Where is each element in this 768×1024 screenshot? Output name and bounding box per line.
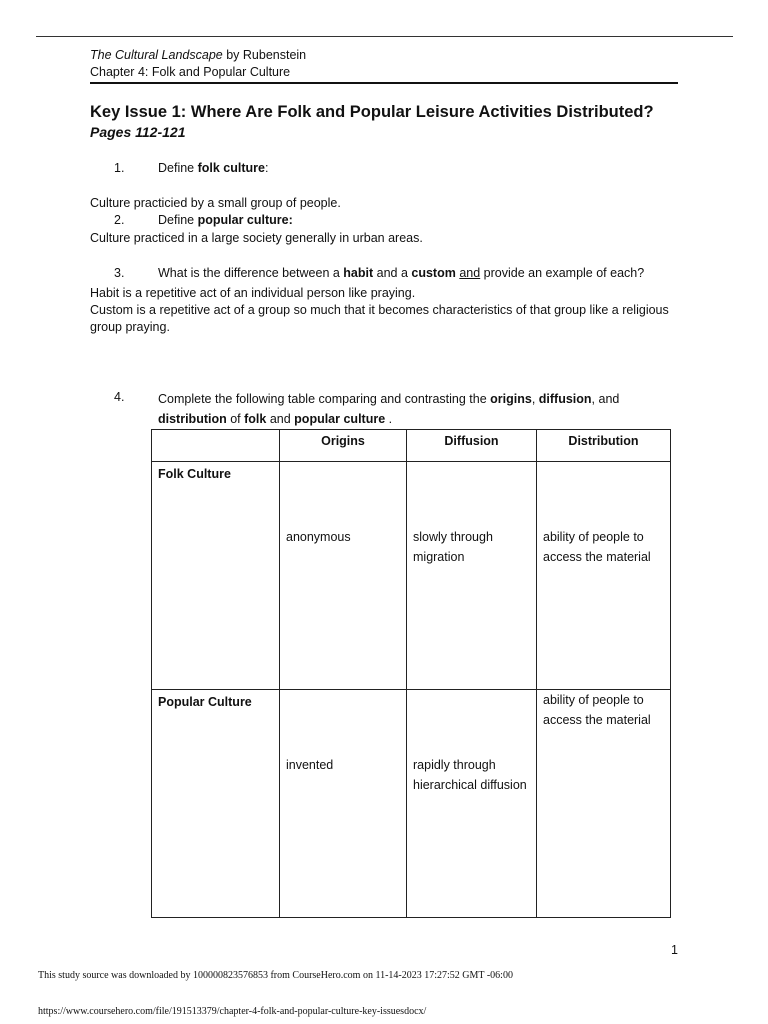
- q4-text-4: of: [226, 412, 245, 426]
- book-title: The Cultural Landscape: [90, 48, 223, 62]
- header-rule: [90, 82, 678, 84]
- q4-term-distribution: distribution: [158, 412, 227, 426]
- book-author: by Rubenstein: [222, 48, 307, 62]
- cell-popular-origins: [280, 690, 407, 918]
- cell-folk-distribution-text: ability of people to access the material: [543, 530, 651, 564]
- cell-popular-diffusion-text: rapidly through hierarchical diffusion: [413, 758, 527, 792]
- cell-folk-distribution: [537, 462, 671, 690]
- q1-colon: :: [264, 161, 269, 175]
- table-header-row: [152, 430, 671, 462]
- page-range: Pages 112-121: [90, 124, 186, 140]
- cell-folk-diffusion: [407, 462, 537, 690]
- row-label-folk: Folk Culture: [152, 462, 280, 690]
- q2-prompt-text: Define: [158, 213, 198, 227]
- q3-term-custom: custom: [411, 266, 456, 280]
- q3-prompt: [158, 265, 644, 282]
- cell-popular-origins-text: invented: [286, 758, 334, 772]
- q4-term-diffusion: diffusion: [538, 392, 592, 406]
- chapter-title: Chapter 4: Folk and Popular Culture: [90, 65, 291, 79]
- q1-number: 1.: [114, 161, 125, 175]
- q4-term-folk: folk: [244, 412, 267, 426]
- page-number: 1: [671, 943, 678, 957]
- comparison-table: [151, 429, 671, 918]
- q4-term-popular-culture: popular culture: [294, 412, 386, 426]
- q1-prompt-text: Define: [158, 161, 198, 175]
- q4-text-6: .: [385, 412, 393, 426]
- q3-term-habit: habit: [343, 266, 374, 280]
- q4-text-2: ,: [531, 392, 539, 406]
- q4-number: 4.: [114, 390, 125, 404]
- header-cell-origins: Origins: [280, 430, 407, 462]
- q2-term: popular culture:: [197, 213, 293, 227]
- q3-text-4: provide an example of each?: [480, 266, 645, 280]
- q4-prompt: [158, 389, 658, 429]
- header-cell-diffusion: Diffusion: [407, 430, 537, 462]
- q4-text-5: and: [266, 412, 295, 426]
- q3-answer-2: Custom is a repetitive act of a group so much that it becomes characteristics of that group like a religious group praying.: [90, 303, 669, 334]
- header-cell-empty: [152, 430, 280, 462]
- download-notice: This study source was downloaded by 100000823576853 from CourseHero.com on 11-14-2023 17:27:52 GMT -06:00: [38, 970, 513, 981]
- top-rule: [36, 36, 733, 37]
- cell-popular-diffusion: [407, 690, 537, 918]
- cell-folk-origins: [280, 462, 407, 690]
- header-cell-distribution: Distribution: [537, 430, 671, 462]
- q3-number: 3.: [114, 266, 125, 280]
- cell-popular-distribution-text: ability of people to access the material: [543, 693, 651, 727]
- page-title: Key Issue 1: Where Are Folk and Popular Leisure Activities Distributed?: [90, 103, 654, 121]
- q1-term: folk culture: [197, 161, 265, 175]
- q2-prompt: [158, 212, 293, 229]
- source-url[interactable]: https://www.coursehero.com/file/191513379/chapter-4-folk-and-popular-culture-key-issuesdocx/: [38, 1006, 427, 1017]
- q4-text-3: , and: [591, 392, 620, 406]
- row-label-popular: Popular Culture: [152, 690, 280, 918]
- q4-text-1: Complete the following table comparing and contrasting the: [158, 392, 491, 406]
- table-row: [152, 690, 671, 918]
- q3-text-2: and a: [373, 266, 412, 280]
- q1-prompt: [158, 160, 268, 177]
- header-line-1: [90, 47, 678, 64]
- table-row: [152, 462, 671, 690]
- q2-answer: Culture practiced in a large society generally in urban areas.: [90, 231, 423, 245]
- document-header: [90, 47, 678, 81]
- q2-number: 2.: [114, 213, 125, 227]
- cell-popular-distribution: [537, 690, 671, 918]
- q4-term-origins: origins: [490, 392, 532, 406]
- cell-folk-origins-text: anonymous: [286, 530, 351, 544]
- q3-underlined-and: and: [459, 266, 481, 280]
- q1-answer: Culture practicied by a small group of people.: [90, 196, 341, 210]
- q3-answer-1: Habit is a repetitive act of an individual person like praying.: [90, 286, 416, 300]
- q3-text-1: What is the difference between a: [158, 266, 344, 280]
- cell-folk-diffusion-text: slowly through migration: [413, 530, 493, 564]
